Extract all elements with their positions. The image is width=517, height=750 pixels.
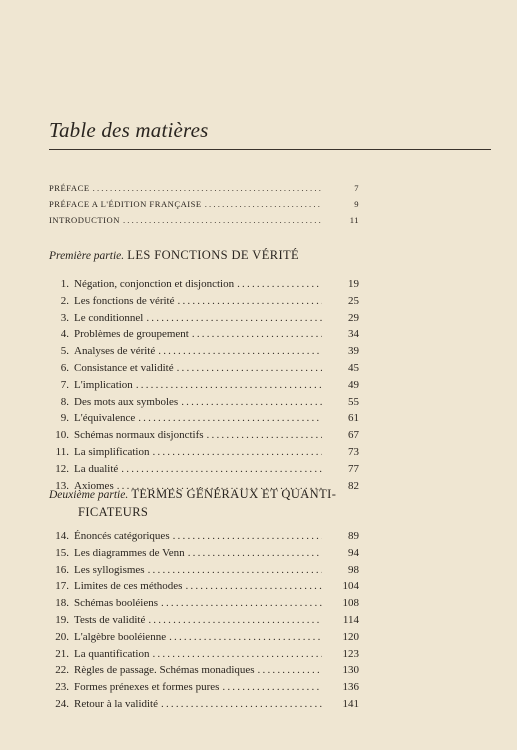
page-number: 39 <box>348 345 359 358</box>
entry-title: Retour à la validité <box>74 697 158 710</box>
part2-entries <box>49 528 359 713</box>
dot-leader <box>169 629 322 646</box>
part1-italic-label: Première partie. <box>49 250 125 262</box>
chapter-number: 11. <box>55 445 69 458</box>
part1-title: LES FONCTIONS DE VÉRITÉ <box>127 248 300 262</box>
dot-leader <box>161 595 322 612</box>
toc-entry <box>49 343 359 360</box>
entry-title: Tests de validité <box>74 613 146 626</box>
toc-entry <box>49 410 359 427</box>
page-number: 141 <box>342 697 359 710</box>
title-rule <box>49 149 491 150</box>
entry-title: Énoncés catégoriques <box>74 530 170 542</box>
entry-title: Limites de ces méthodes <box>74 580 183 593</box>
chapter-number: 3. <box>60 311 69 324</box>
chapter-number: 8. <box>60 395 69 408</box>
dot-leader <box>173 528 322 545</box>
chapter-number: 12. <box>55 462 69 475</box>
chapter-number: 2. <box>60 294 69 307</box>
chapter-number: 22. <box>55 664 69 677</box>
page-number: 11 <box>349 215 359 225</box>
page-number: 67 <box>348 429 359 442</box>
page-number: 77 <box>348 462 359 475</box>
entry-title: L'algèbre booléienne <box>74 630 167 643</box>
chapter-number: 1. <box>60 278 69 290</box>
entry-title: Les diagrammes de Venn <box>74 546 185 559</box>
entry-title: Négation, conjonction et disjonction <box>74 278 235 290</box>
part2-title-line1: TERMES GÉNÉRAUX ET QUANTI- <box>131 487 337 501</box>
toc-entry <box>49 696 359 713</box>
toc-entry <box>49 360 359 377</box>
chapter-number: 10. <box>55 429 69 442</box>
toc-entry <box>49 196 359 212</box>
chapter-number: 17. <box>55 580 69 593</box>
dot-leader <box>152 646 322 663</box>
toc-entry <box>49 528 359 545</box>
entry-title: INTRODUCTION <box>49 215 120 225</box>
chapter-number: 7. <box>60 378 69 391</box>
toc-entry <box>49 180 359 196</box>
toc-entry <box>49 562 359 579</box>
entry-title: Le conditionnel <box>74 311 144 324</box>
page-number: 34 <box>348 328 359 341</box>
page-number: 45 <box>348 361 359 374</box>
page-number: 55 <box>348 395 359 408</box>
toc-entry <box>49 662 359 679</box>
part1-heading <box>49 247 299 265</box>
toc-entry <box>49 629 359 646</box>
chapter-number: 16. <box>55 563 69 576</box>
dot-leader <box>192 326 322 343</box>
entry-title: La quantification <box>74 647 150 660</box>
part2-italic-label: Deuxième partie. <box>49 489 129 501</box>
entry-title: Problèmes de groupement <box>74 328 189 341</box>
entry-title: L'équivalence <box>74 412 136 425</box>
chapter-number: 9. <box>60 412 69 425</box>
entry-title: PRÉFACE <box>49 183 90 193</box>
dot-leader <box>258 662 322 679</box>
toc-entry <box>49 394 359 411</box>
page-number: 120 <box>342 630 359 643</box>
entry-title: Les fonctions de vérité <box>74 294 175 307</box>
front-matter-list <box>49 180 359 228</box>
page-number: 49 <box>348 378 359 391</box>
dot-leader <box>152 444 322 461</box>
page-number: 130 <box>342 664 359 677</box>
dot-leader <box>188 545 322 562</box>
page-number: 94 <box>348 546 359 559</box>
toc-entry <box>49 293 359 310</box>
toc-entry <box>49 578 359 595</box>
toc-entry <box>49 212 359 228</box>
dot-leader <box>205 196 322 212</box>
chapter-number: 6. <box>60 361 69 374</box>
chapter-number: 23. <box>55 681 69 694</box>
part1-entries <box>49 276 359 494</box>
entry-title: L'implication <box>74 378 133 391</box>
entry-title: Analyses de vérité <box>74 345 156 358</box>
chapter-number: 13. <box>55 479 69 492</box>
chapter-number: 19. <box>55 613 69 626</box>
page-number: 114 <box>342 613 359 626</box>
dot-leader <box>161 696 322 713</box>
page-number: 7 <box>354 183 359 193</box>
entry-title: Formes prénexes et formes pures <box>74 681 220 694</box>
dot-leader <box>123 212 322 228</box>
page-number: 82 <box>348 479 359 492</box>
entry-title: Les syllogismes <box>74 563 145 576</box>
page-number: 73 <box>348 445 359 458</box>
dot-leader <box>146 310 322 327</box>
entry-title: La simplification <box>74 445 150 458</box>
chapter-number: 15. <box>55 546 69 559</box>
page-number: 123 <box>342 647 359 660</box>
toc-entry <box>49 595 359 612</box>
dot-leader <box>207 427 322 444</box>
dot-leader <box>148 612 322 629</box>
toc-entry <box>49 444 359 461</box>
chapter-number: 14. <box>55 530 69 542</box>
dot-leader <box>148 562 322 579</box>
toc-entry <box>49 377 359 394</box>
entry-title: Schémas booléiens <box>74 597 159 610</box>
dot-leader <box>158 343 322 360</box>
toc-entry <box>49 646 359 663</box>
dot-leader <box>178 293 323 310</box>
dot-leader <box>185 578 322 595</box>
page-number: 108 <box>342 597 359 610</box>
page-title: Table des matières <box>49 118 209 142</box>
toc-entry <box>49 326 359 343</box>
entry-title: La dualité <box>74 462 119 475</box>
chapter-number: 18. <box>55 597 69 610</box>
chapter-number: 5. <box>60 345 69 358</box>
chapter-number: 20. <box>55 630 69 643</box>
toc-entry <box>49 461 359 478</box>
dot-leader <box>93 180 322 196</box>
toc-entry <box>49 310 359 327</box>
page-number: 89 <box>348 530 359 542</box>
page-number: 29 <box>348 311 359 324</box>
toc-entry <box>49 612 359 629</box>
toc-entry <box>49 427 359 444</box>
entry-title: PRÉFACE A L'ÉDITION FRANÇAISE <box>49 199 202 209</box>
entry-title: Axiomes <box>74 479 114 492</box>
page-number: 25 <box>348 294 359 307</box>
page-number: 61 <box>348 412 359 425</box>
part2-heading <box>49 486 336 521</box>
dot-leader <box>177 360 322 377</box>
page-number: 19 <box>348 278 359 290</box>
dot-leader <box>181 394 322 411</box>
part2-title-line2: FICATEURS <box>78 505 149 519</box>
dot-leader <box>121 461 322 478</box>
toc-entry <box>49 679 359 696</box>
entry-title: Consistance et validité <box>74 361 174 374</box>
chapter-number: 21. <box>55 647 69 660</box>
page-number: 9 <box>354 199 359 209</box>
entry-title: Schémas normaux disjonctifs <box>74 429 204 442</box>
chapter-number: 24. <box>55 697 69 710</box>
page-number: 136 <box>342 681 359 694</box>
dot-leader <box>237 276 322 293</box>
entry-title: Règles de passage. Schémas monadiques <box>74 664 255 677</box>
dot-leader <box>136 377 322 394</box>
page-number: 104 <box>342 580 359 593</box>
toc-entry <box>49 276 359 293</box>
entry-title: Des mots aux symboles <box>74 395 179 408</box>
page-number: 98 <box>348 563 359 576</box>
chapter-number: 4. <box>60 328 69 341</box>
dot-leader <box>222 679 322 696</box>
toc-entry <box>49 545 359 562</box>
dot-leader <box>138 410 322 427</box>
